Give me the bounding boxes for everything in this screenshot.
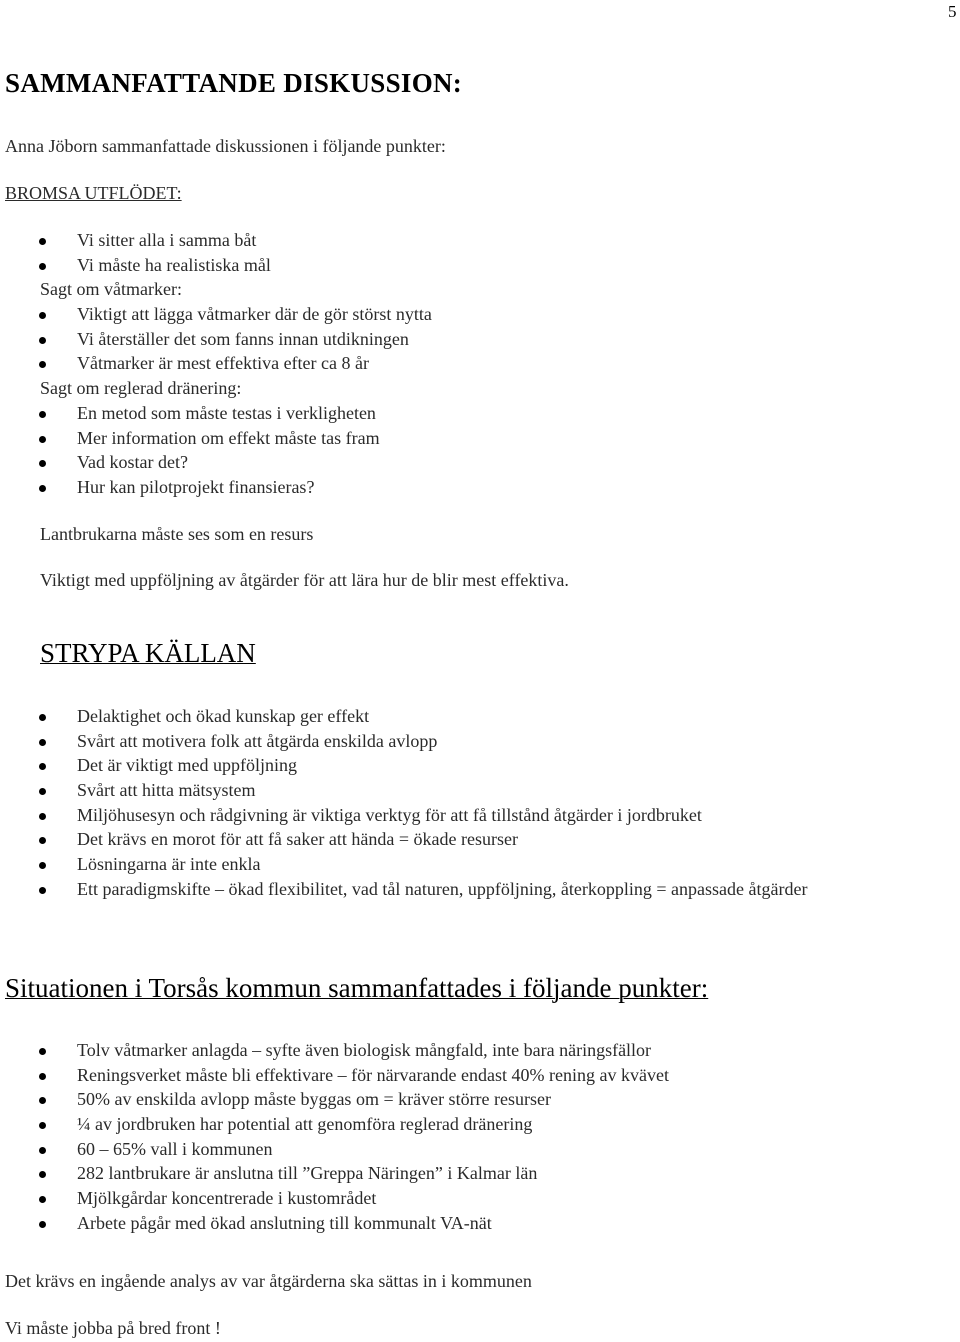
item-text: Vi återställer det som fanns innan utdikningen [77,328,409,349]
bullet-icon [39,1097,46,1104]
bullet-icon [39,337,46,344]
bullet-icon [39,436,46,443]
item-text: Miljöhusesyn och rådgivning är viktiga verktyg för att få tillstånd åtgärder i jordbruket [77,804,702,825]
bullet-icon [39,714,46,721]
item-text: 50% av enskilda avlopp måste byggas om = kräver större resurser [77,1089,552,1110]
item-text: Sagt om reglerad dränering: [40,378,242,399]
page-number: 5 [948,2,957,21]
item-text: Hur kan pilotprojekt finansieras? [77,476,315,497]
item-text: En metod som måste testas i verkligheten [77,402,376,423]
item-text: Vi måste ha realistiska mål [77,254,271,275]
item-text: Ett paradigmskifte – ökad flexibilitet, vad tål naturen, uppföljning, återkoppling = anpassade åtgärder [77,878,808,899]
bullet-icon [39,1048,46,1055]
item-text: Arbete pågår med ökad anslutning till kommunalt VA-nät [77,1212,492,1233]
bullet-icon [39,460,46,467]
bullet-icon [39,1221,46,1228]
bullet-icon [39,361,46,368]
item-text: Svårt att motivera folk att åtgärda enskilda avlopp [77,730,438,751]
bullet-icon [39,312,46,319]
item-text: Vi sitter alla i samma båt [77,230,257,250]
item-text: Sagt om våtmarker: [40,279,182,300]
bullet-icon [39,485,46,492]
item-text: ¼ av jordbruken har potential att genomföra reglerad dränering [77,1114,533,1135]
item-text: 60 – 65% vall i kommunen [77,1138,273,1159]
section3-heading: Situationen i Torsås kommun sammanfattades i följande punkter: [5,973,709,1003]
section1-heading: BROMSA UTFLÖDET: [5,183,182,203]
bullet-icon [39,1147,46,1154]
bullet-icon [39,1073,46,1080]
item-text: Våtmarker är mest effektiva efter ca 8 år [77,353,369,374]
bullet-icon [39,862,46,869]
bullet-icon [39,263,46,270]
bullet-icon [39,813,46,820]
bullet-icon [39,887,46,894]
item-text: Det krävs en morot för att få saker att hända = ökade resurser [77,829,518,850]
item-text: Lösningarna är inte enkla [77,854,261,875]
bullet-icon [39,238,46,245]
item-text: Svårt att hitta mätsystem [77,780,256,801]
item-text: 282 lantbrukare är anslutna till ”Greppa Näringen” i Kalmar län [77,1163,538,1184]
item-text: Delaktighet och ökad kunskap ger effekt [77,706,370,726]
section1-note1: Lantbrukarna måste ses som en resurs [40,524,314,544]
section1-note2: Viktigt med uppföljning av åtgärder för att lära hur de blir mest effektiva. [40,570,569,590]
bullet-icon [39,739,46,746]
closing-line2: Vi måste jobba på bred front ! [5,1318,221,1338]
bullet-icon [39,1171,46,1178]
item-text: Mer information om effekt måste tas fram [77,427,380,448]
bullet-icon [39,763,46,770]
bullet-icon [39,1122,46,1129]
item-text: Mjölkgårdar koncentrerade i kustområdet [77,1188,377,1209]
item-text: Tolv våtmarker anlagda – syfte även biologisk mångfald, inte bara näringsfällor [77,1040,652,1060]
intro-text: Anna Jöborn sammanfattade diskussionen i följande punkter: [5,136,446,156]
item-text: Det är viktigt med uppföljning [77,755,297,776]
item-text: Viktigt att lägga våtmarker där de gör störst nytta [77,304,432,325]
bullet-icon [39,788,46,795]
section2-heading: STRYPA KÄLLAN [40,638,256,668]
item-text: Vad kostar det? [77,452,188,473]
closing-line1: Det krävs en ingående analys av var åtgärderna ska sättas in i kommunen [5,1271,532,1291]
bullet-icon [39,1196,46,1203]
document-title: SAMMANFATTANDE DISKUSSION: [5,68,463,98]
bullet-icon [39,837,46,844]
bullet-icon [39,411,46,418]
item-text: Reningsverket måste bli effektivare – för närvarande endast 40% rening av kvävet [77,1064,669,1085]
